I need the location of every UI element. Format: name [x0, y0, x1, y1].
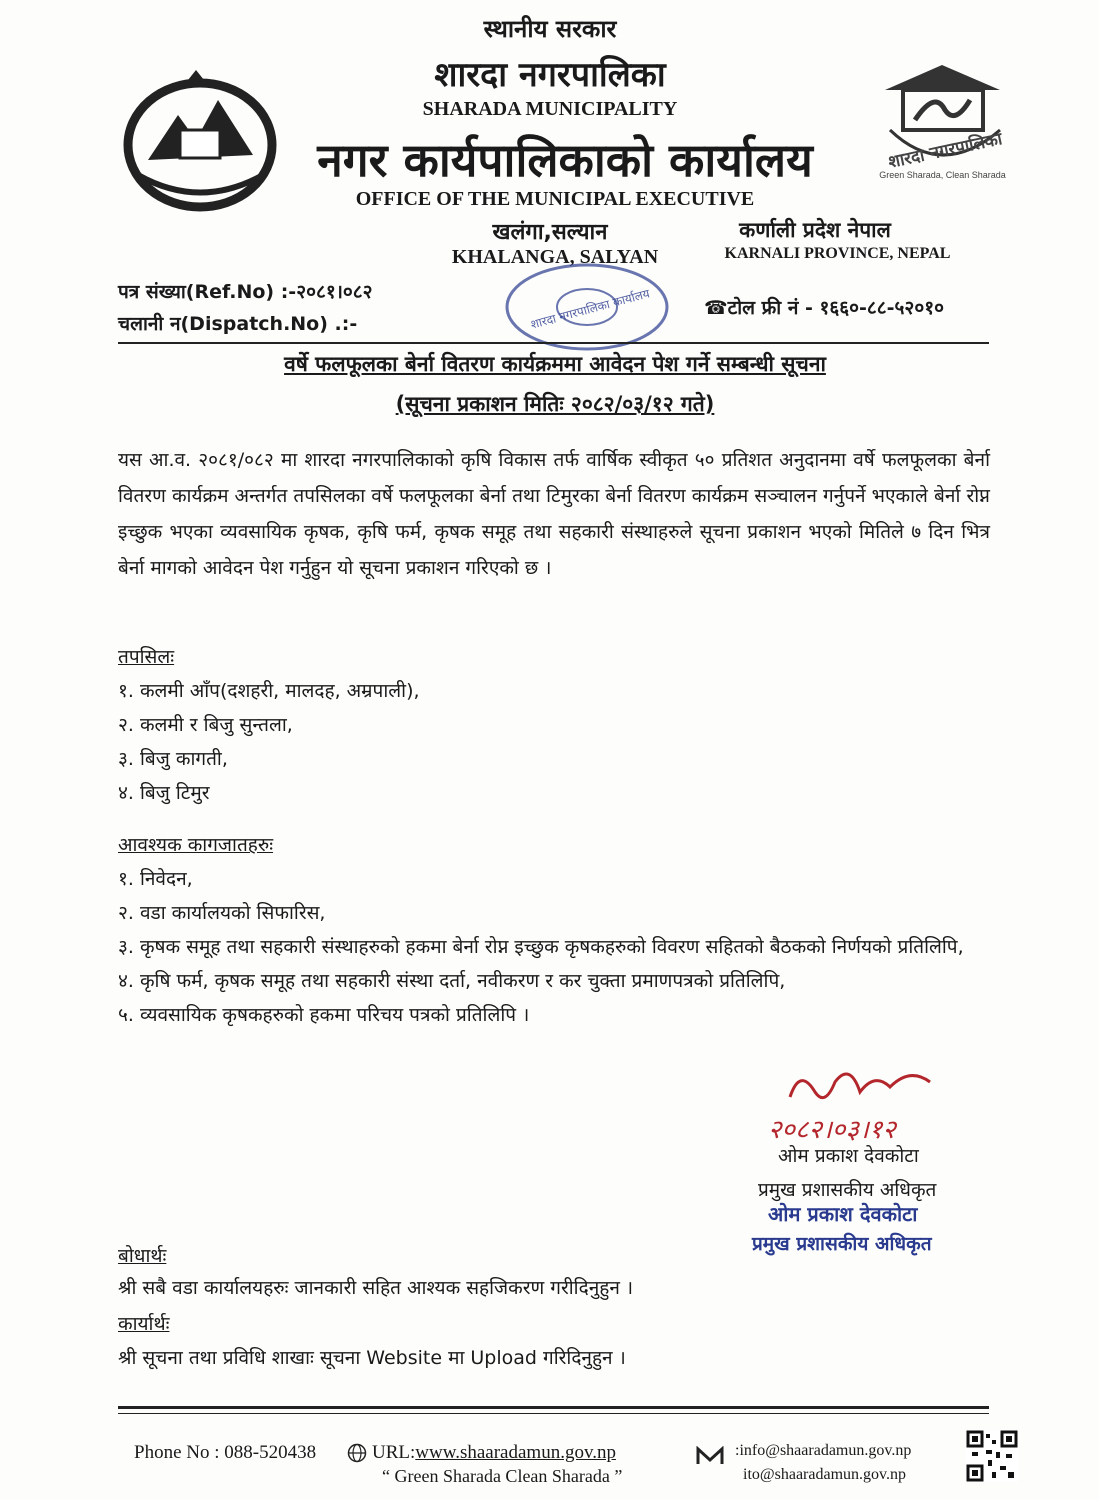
location-en: KHALANGA, SALYAN: [451, 246, 659, 268]
documents-list: [118, 828, 990, 1032]
toll-free-number: ☎टोल फ्री नं - १६६०-८८-५२०१०: [704, 297, 944, 319]
info-text: श्री सबै वडा कार्यालयहरुः जानकारी सहित आश्यक सहजिकरण गरीदिनुहुन ।: [118, 1277, 634, 1299]
stamp-text: शारदा नगरपालिका कार्यालय: [529, 286, 652, 332]
location-np: खलंगा,सल्यान: [492, 220, 608, 245]
local-government-label: स्थानीय सरकार: [483, 15, 617, 43]
footer-email-1[interactable]: :info@shaaradamun.gov.np: [735, 1442, 912, 1459]
footer-url: [372, 1442, 616, 1464]
notice-title: वर्षे फलफूलका बेर्ना वितरण कार्यक्रममा आवेदन पेश गर्ने सम्बन्धी सूचना: [284, 352, 826, 376]
footer-slogan: “ Green Sharada Clean Sharada ”: [382, 1466, 623, 1486]
footer-divider-bottom: [118, 1413, 989, 1414]
details-list: [118, 640, 998, 810]
stamp-signatory-name: ओम प्रकाश देवकोटा: [768, 1202, 918, 1226]
province-en: KARNALI PROVINCE, NEPAL: [724, 245, 951, 262]
ref-value: २०८१।०८२: [296, 281, 373, 303]
list-item: १. निवेदन,: [118, 868, 193, 890]
list-item: ३. कृषक समूह तथा सहकारी संस्थाहरुको हकमा बेर्ना रोप्न इच्छुक कृषकहरुको विवरण सहितको बैठकको निर्णयको प्रतिलिपि,: [118, 936, 964, 958]
handwritten-signature: [780, 1062, 940, 1112]
footer-divider-top: [118, 1406, 989, 1409]
municipality-name-np: शारदा नगरपालिका: [434, 55, 666, 95]
details-heading: तपसिलः: [118, 646, 175, 668]
logo-right-caption: Green Sharada, Clean Sharada: [879, 170, 1006, 180]
ref-label: पत्र संख्या(Ref.No) :-: [118, 281, 297, 303]
info-heading: बोधार्थः: [118, 1245, 167, 1267]
header-divider: [118, 342, 989, 344]
stamp-signatory-title: प्रमुख प्रशासकीय अधिकृत: [752, 1233, 932, 1255]
list-item: ५. व्यवसायिक कृषकहरुको हकमा परिचय पत्रको प्रतिलिपि ।: [118, 1004, 530, 1026]
signature-date: २०८२।०३।१२: [768, 1115, 896, 1145]
office-name-en: OFFICE OF THE MUNICIPAL EXECUTIVE: [355, 188, 755, 210]
url-label: URL:: [372, 1442, 416, 1463]
signatory-title: प्रमुख प्रशासकीय अधिकृत: [758, 1179, 937, 1201]
dispatch-no: चलानी न(Dispatch.No) .:-: [118, 313, 358, 335]
ref-no: [118, 278, 373, 304]
notice-date: (सूचना प्रकाशन मितिः २०८२/०३/१२ गते): [395, 392, 715, 416]
documents-heading: आवश्यक कागजातहरुः: [118, 834, 274, 856]
action-text: श्री सूचना तथा प्रविधि शाखाः सूचना Website मा Upload गरिदिनुहुन ।: [118, 1347, 626, 1369]
municipality-name-en: SHARADA MUNICIPALITY: [422, 98, 678, 120]
notice-body: यस आ.व. २०८१/०८२ मा शारदा नगरपालिकाको कृषि विकास तर्फ वार्षिक स्वीकृत ५० प्रतिशत अनुदानमा वर्षे फलफूलका बेर्ना वितरण कार्यक्रम अन्तर्गत तपसिलका वर्षे फलफूलका बेर्ना तथा टिमुरका बेर्ना वितरण कार्यक्रम सञ्चालन गर्नुपर्ने भएकाले बेर्ना रोप्न इच्छुक भएका व्यवसायिक कृषक, कृषि फर्म, कृषक समूह तथा सहकारी संस्थाहरुले सूचना प्रकाशन भएको मितिले ७ दिन भित्र बेर्ना मागको आवेदन पेश गर्नुहुन यो सूचना प्रकाशन गरिएको छ ।: [118, 449, 990, 579]
list-item: ४. कृषि फर्म, कृषक समूह तथा सहकारी संस्था दर्ता, नवीकरण र कर चुक्ता प्रमाणपत्रको प्रतिलिपि,: [118, 970, 786, 992]
globe-icon: [347, 1443, 367, 1463]
office-stamp: [500, 252, 675, 352]
office-name-np: नगर कार्यपालिकाको कार्यालय: [317, 133, 813, 187]
sharada-municipality-logo: [875, 60, 1010, 190]
signatory-name: ओम प्रकाश देवकोटा: [778, 1145, 919, 1167]
action-heading: कार्यार्थः: [118, 1313, 170, 1335]
list-item: ४. बिजु टिमुर: [118, 782, 210, 804]
footer-email-2[interactable]: ito@shaaradamun.gov.np: [743, 1466, 906, 1483]
nepal-emblem-logo: [118, 70, 283, 220]
list-item: २. वडा कार्यालयको सिफारिस,: [118, 902, 326, 924]
list-item: ३. बिजु कागती,: [118, 748, 228, 770]
qr-code-icon: [966, 1430, 1018, 1482]
logo-right-text: शारदा नगरपालिका: [886, 129, 1004, 173]
mail-icon: [696, 1446, 724, 1466]
footer-phone: Phone No : 088-520438: [134, 1442, 317, 1463]
website-link[interactable]: www.shaaradamun.gov.np: [415, 1442, 616, 1463]
list-item: १. कलमी आँप(दशहरी, मालदह, अम्रपाली),: [118, 680, 420, 702]
province-np: कर्णाली प्रदेश नेपाल: [739, 218, 891, 242]
list-item: २. कलमी र बिजु सुन्तला,: [118, 714, 293, 736]
